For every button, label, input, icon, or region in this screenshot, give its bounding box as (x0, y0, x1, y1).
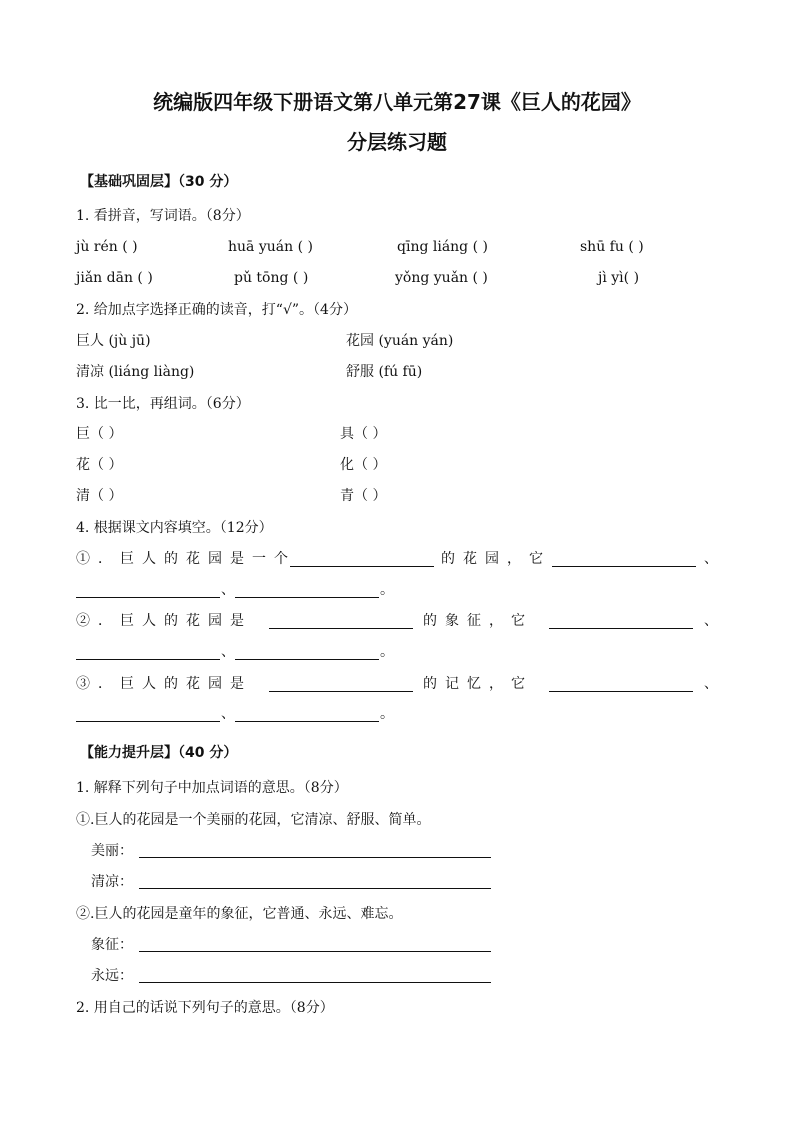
answer-blank[interactable] (290, 566, 434, 567)
q4-period: 。 (380, 582, 394, 598)
q1-prompt: 1. 看拼音，写词语。（8分） (76, 208, 250, 224)
answer-blank[interactable] (549, 628, 693, 629)
q4-item-end: 、 (704, 551, 718, 567)
worksheet-subtitle: 分层练习题 (347, 130, 447, 154)
answer-line[interactable] (139, 951, 491, 952)
answer-line[interactable] (139, 888, 491, 889)
answer-line[interactable] (139, 982, 491, 983)
section-advanced-heading (80, 743, 237, 763)
q1-item: jì yì( ) (598, 270, 640, 286)
q4-period: 。 (380, 706, 394, 722)
q3-item: 青（ ） (340, 488, 387, 504)
q2-item: 花园 (yuán yán) (346, 333, 454, 349)
q4-item-mid: 的花园，它 (441, 551, 551, 567)
p1-sentence: ①.巨人的花园是一个美丽的花园，它清凉、舒服、简单。 (76, 812, 431, 828)
q4-item-lead: ①．巨人的花园是一个 (76, 551, 296, 567)
q2-prompt: 2. 给加点字选择正确的读音，打“√”。（4分） (76, 302, 357, 318)
answer-blank[interactable] (269, 691, 413, 692)
answer-blank[interactable] (76, 597, 220, 598)
q1-item: jiǎn dān ( ) (76, 270, 153, 286)
p2-prompt: 2. 用自己的话说下列句子的意思。（8分） (76, 1000, 334, 1016)
q1-item: huā yuán ( ) (228, 239, 313, 255)
p1-word-label: 永远： (91, 968, 133, 984)
q4-item-mid: 的象征，它 (423, 613, 533, 629)
q1-item: qīng liáng ( ) (397, 239, 488, 255)
p1-word-label: 美丽： (91, 843, 133, 859)
p1-word-label: 象征： (91, 937, 133, 953)
q1-item: yǒng yuǎn ( ) (395, 270, 488, 286)
answer-blank[interactable] (269, 628, 413, 629)
q2-item: 巨人 (jù jū) (76, 333, 151, 349)
q3-item: 化（ ） (340, 457, 387, 473)
q1-item: pǔ tōng ( ) (234, 270, 309, 286)
q4-sep: 、 (221, 644, 235, 660)
q4-period: 。 (380, 644, 394, 660)
answer-blank[interactable] (76, 659, 220, 660)
answer-line[interactable] (139, 857, 491, 858)
worksheet-title: 统编版四年级下册语文第八单元第27课《巨人的花园》 (153, 90, 641, 114)
q4-sep: 、 (221, 706, 235, 722)
q3-item: 具（ ） (340, 426, 387, 442)
q4-item-end: 、 (704, 613, 718, 629)
q2-item: 清凉 (liáng liàng) (76, 364, 195, 380)
q1-item: jù rén ( ) (76, 239, 138, 255)
answer-blank[interactable] (552, 566, 696, 567)
answer-blank[interactable] (76, 721, 220, 722)
section-basic-label: 【基础巩固层】 (80, 174, 178, 190)
q2-item: 舒服 (fú fū) (346, 364, 423, 380)
q4-item-lead: ②．巨人的花园是 (76, 613, 252, 629)
section-basic-heading (80, 172, 237, 192)
answer-blank[interactable] (235, 721, 379, 722)
answer-blank[interactable] (235, 597, 379, 598)
answer-blank[interactable] (549, 691, 693, 692)
section-advanced-points: （40 分） (178, 745, 238, 761)
q3-prompt: 3. 比一比，再组词。（6分） (76, 396, 250, 412)
p1-word-label: 清凉： (91, 874, 133, 890)
q4-item-lead: ③．巨人的花园是 (76, 676, 252, 692)
p1-sentence: ②.巨人的花园是童年的象征，它普通、永远、难忘。 (76, 906, 403, 922)
q1-item: shū fu ( ) (580, 239, 644, 255)
section-advanced-label: 【能力提升层】 (80, 745, 178, 761)
answer-blank[interactable] (235, 659, 379, 660)
q3-item: 清（ ） (76, 488, 123, 504)
q4-item-mid: 的记忆，它 (423, 676, 533, 692)
q4-sep: 、 (221, 582, 235, 598)
p1-prompt: 1. 解释下列句子中加点词语的意思。（8分） (76, 780, 348, 796)
q3-item: 花（ ） (76, 457, 123, 473)
section-basic-points: （30 分） (178, 174, 238, 190)
q3-item: 巨（ ） (76, 426, 123, 442)
q4-item-end: 、 (704, 676, 718, 692)
q4-prompt: 4. 根据课文内容填空。（12分） (76, 520, 273, 536)
